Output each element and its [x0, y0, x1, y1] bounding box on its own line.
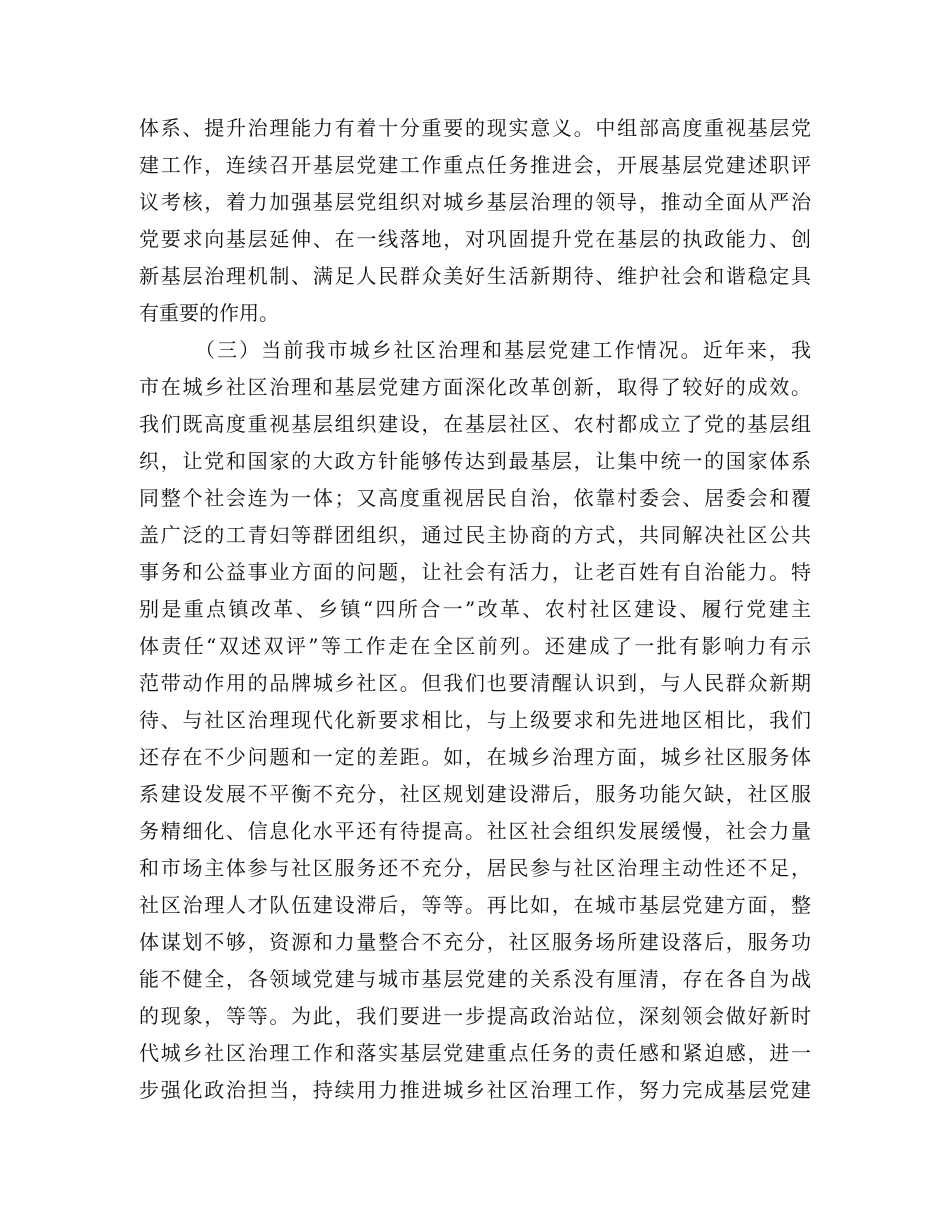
text-line: 代城乡社区治理工作和落实基层党建重点任务的责任感和紧迫感，进一: [139, 1041, 811, 1065]
text-line: 体责任“双述双评”等工作走在全区前列。还建成了一批有影响力有示: [139, 634, 811, 658]
text-line: 我们既高度重视基层组织建设，在基层社区、农村都成立了党的基层组: [139, 412, 811, 436]
paragraph-first-line: （三）当前我市城乡社区治理和基层党建工作情况。近年来，我: [195, 338, 811, 362]
text-line: 社区治理人才队伍建设滞后，等等。再比如，在城市基层党建方面，整: [139, 893, 811, 917]
text-line: 新基层治理机制、满足人民群众美好生活新期待、维护社会和谐稳定具: [139, 264, 811, 288]
text-line: 市在城乡社区治理和基层党建方面深化改革创新，取得了较好的成效。: [139, 375, 811, 399]
text-line: 系建设发展不平衡不充分，社区规划建设滞后，服务功能欠缺，社区服: [139, 782, 811, 806]
text-line: 和市场主体参与社区服务还不充分，居民参与社区治理主动性还不足，: [139, 856, 811, 880]
text-line: 织，让党和国家的大政方针能够传达到最基层，让集中统一的国家体系: [139, 449, 811, 473]
text-line: 范带动作用的品牌城乡社区。但我们也要清醒认识到，与人民群众新期: [139, 671, 811, 695]
text-line: 步强化政治担当，持续用力推进城乡社区治理工作，努力完成基层党建: [139, 1078, 811, 1102]
document-body: [139, 110, 811, 1109]
text-line: 别是重点镇改革、乡镇“四所合一”改革、农村社区建设、履行党建主: [139, 597, 811, 621]
text-line: 体系、提升治理能力有着十分重要的现实意义。中组部高度重视基层党: [139, 116, 811, 140]
text-line: 体谋划不够，资源和力量整合不充分，社区服务场所建设落后，服务功: [139, 930, 811, 954]
text-line: 事务和公益事业方面的问题，让社会有活力，让老百姓有自治能力。特: [139, 560, 811, 584]
text-line: 能不健全，各领域党建与城市基层党建的关系没有厘清，存在各自为战: [139, 967, 811, 991]
text-line: 党要求向基层延伸、在一线落地，对巩固提升党在基层的执政能力、创: [139, 227, 811, 251]
text-line: 盖广泛的工青妇等群团组织，通过民主协商的方式，共同解决社区公共: [139, 523, 811, 547]
text-line: 有重要的作用。: [139, 301, 279, 325]
text-line: 还存在不少问题和一定的差距。如，在城乡治理方面，城乡社区服务体: [139, 745, 811, 769]
text-line: 同整个社会连为一体；又高度重视居民自治，依靠村委会、居委会和覆: [139, 486, 811, 510]
text-line: 建工作，连续召开基层党建工作重点任务推进会，开展基层党建述职评: [139, 153, 811, 177]
text-line: 议考核，着力加强基层党组织对城乡基层治理的领导，推动全面从严治: [139, 190, 811, 214]
text-line: 的现象，等等。为此，我们要进一步提高政治站位，深刻领会做好新时: [139, 1004, 811, 1028]
text-line: 待、与社区治理现代化新要求相比，与上级要求和先进地区相比，我们: [139, 708, 811, 732]
text-line: 务精细化、信息化水平还有待提高。社区社会组织发展缓慢，社会力量: [139, 819, 811, 843]
